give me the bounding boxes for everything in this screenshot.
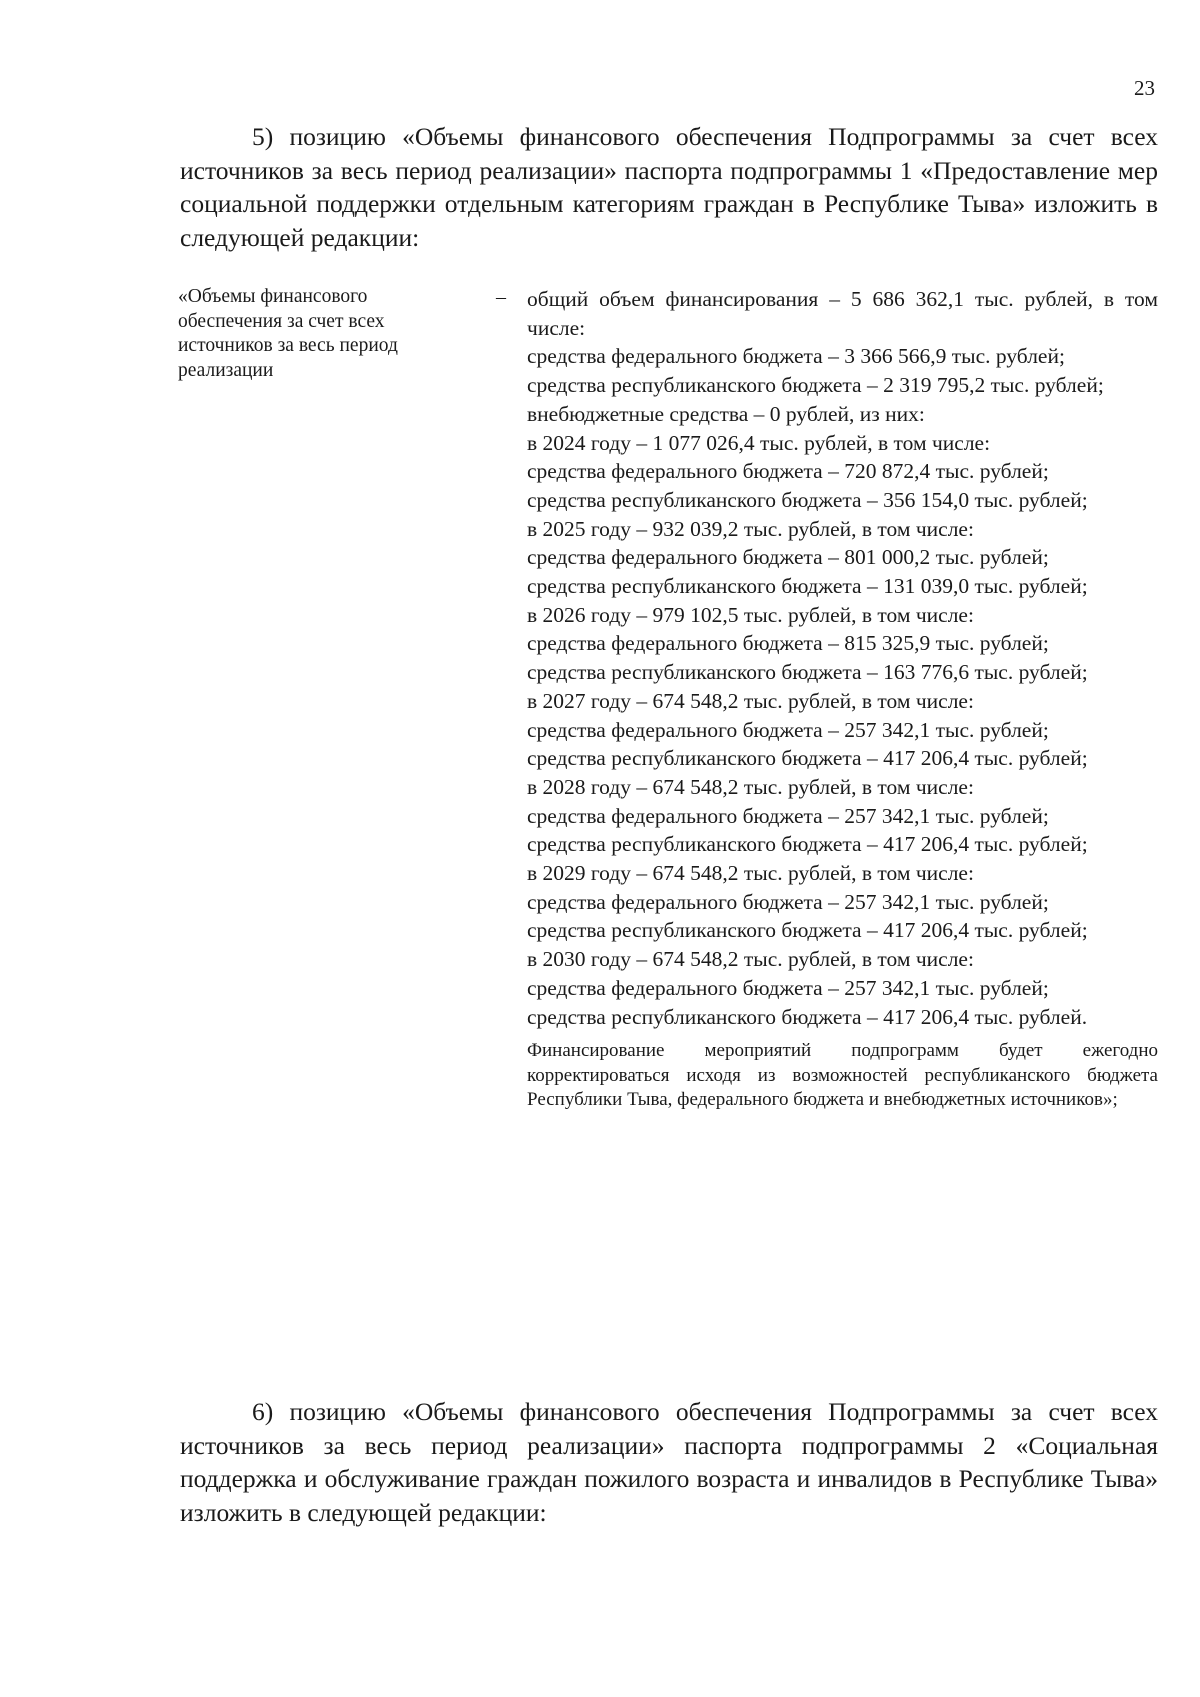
financing-line: внебюджетные средства – 0 рублей, из них: [527, 401, 925, 426]
financing-line: средства федерального бюджета – 257 342,1 тыс. рублей; [527, 803, 1049, 828]
financing-line: в 2024 году – 1 077 026,4 тыс. рублей, в том числе: [527, 430, 991, 455]
financing-line: средства федерального бюджета – 815 325,9 тыс. рублей; [527, 631, 1049, 656]
financing-line: средства федерального бюджета – 257 342,1 тыс. рублей; [527, 717, 1049, 742]
financing-line: в 2025 году – 932 039,2 тыс. рублей, в том числе: [527, 516, 974, 541]
paragraph-5: 5) позицию «Объемы финансового обеспечения Подпрограммы за счет всех источников за весь период реализации» паспорта подпрограммы 1 «Предоставление мер социальной поддержки отдельным категориям граждан в Республике Тыва» изложить в следующей редакции: [180, 122, 1158, 252]
passport-financing-list [527, 285, 1158, 1113]
financing-line: средства республиканского бюджета – 417 206,4 тыс. рублей; [527, 832, 1088, 857]
financing-line: в 2027 году – 674 548,2 тыс. рублей, в том числе: [527, 688, 974, 713]
financing-line: в 2030 году – 674 548,2 тыс. рублей, в том числе: [527, 947, 974, 972]
financing-line: средства федерального бюджета – 257 342,1 тыс. рублей; [527, 889, 1049, 914]
financing-note: Финансирование мероприятий подпрограмм будет ежегодно корректироваться исходя из возможностей республиканского бюджета Республики Тыва, федерального бюджета и внебюджетных источников»; [527, 1040, 1158, 1111]
financing-line: средства республиканского бюджета – 417 206,4 тыс. рублей; [527, 918, 1088, 943]
passport-dash: – [496, 286, 506, 308]
passport-label: «Объемы финансового обеспечения за счет всех источников за весь период реализации [178, 286, 398, 381]
financing-line: средства федерального бюджета – 3 366 566,9 тыс. рублей; [527, 344, 1065, 369]
financing-line: средства республиканского бюджета – 417 206,4 тыс. рублей. [527, 1004, 1088, 1029]
financing-line: средства федерального бюджета – 801 000,2 тыс. рублей; [527, 545, 1049, 570]
financing-line: средства республиканского бюджета – 163 776,6 тыс. рублей; [527, 660, 1088, 685]
financing-line: средства республиканского бюджета – 131 039,0 тыс. рублей; [527, 574, 1088, 599]
financing-line: в 2028 году – 674 548,2 тыс. рублей, в том числе: [527, 774, 974, 799]
financing-line: общий объем финансирования – 5 686 362,1 тыс. рублей, в том числе: [527, 287, 1158, 340]
financing-line: средства республиканского бюджета – 356 154,0 тыс. рублей; [527, 487, 1088, 512]
page-number: 23 [1134, 76, 1155, 100]
financing-line: средства республиканского бюджета – 417 206,4 тыс. рублей; [527, 746, 1088, 771]
financing-line: в 2029 году – 674 548,2 тыс. рублей, в том числе: [527, 861, 974, 886]
financing-line: средства федерального бюджета – 257 342,1 тыс. рублей; [527, 975, 1049, 1000]
paragraph-6: 6) позицию «Объемы финансового обеспечения Подпрограммы за счет всех источников за весь период реализации» паспорта подпрограммы 2 «Социальная поддержка и обслуживание граждан пожилого возраста и инвалидов в Республике Тыва» изложить в следующей редакции: [180, 1397, 1158, 1527]
financing-line: в 2026 году – 979 102,5 тыс. рублей, в том числе: [527, 602, 974, 627]
financing-line: средства федерального бюджета – 720 872,4 тыс. рублей; [527, 459, 1049, 484]
financing-line: средства республиканского бюджета – 2 319 795,2 тыс. рублей; [527, 373, 1104, 398]
